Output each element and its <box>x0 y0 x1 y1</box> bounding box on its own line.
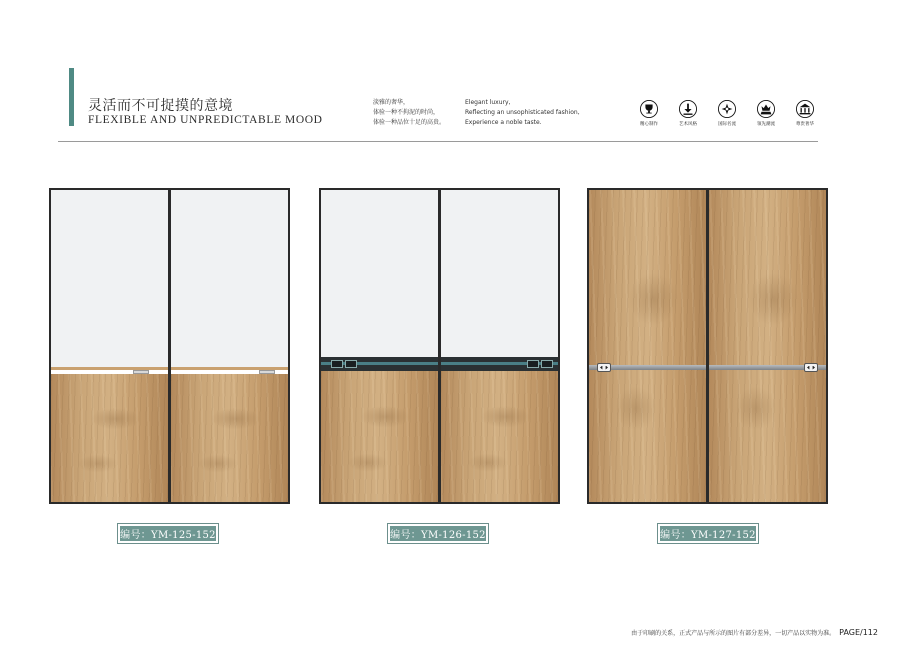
product-code-text: 编号：YM-127-152 <box>660 526 756 541</box>
title-accent-bar <box>69 68 74 126</box>
light-strip <box>51 367 168 374</box>
sliding-door-right <box>709 190 826 502</box>
rail-clip <box>541 360 553 368</box>
description-en-line: Elegant luxury, <box>465 99 511 106</box>
wood-panel <box>51 374 168 502</box>
description-cn-line: 淡雅的奢华， <box>373 99 410 106</box>
feature-label: 艺术风格 <box>679 122 697 127</box>
wood-panel <box>321 371 438 502</box>
bar-end-cap <box>597 363 611 372</box>
wood-panel <box>589 190 706 502</box>
description-en-line: Reflecting an unsophisticated fashion, <box>465 109 580 116</box>
rail-clip <box>345 360 357 368</box>
feature-item <box>637 100 661 127</box>
feature-item <box>676 100 700 127</box>
product-code-label <box>387 523 489 544</box>
wood-panel <box>441 371 558 502</box>
product-code-text: 编号：YM-126-152 <box>390 526 486 541</box>
footer-note: 由于印刷的关系，正式产品与所示的图片有部分差异，一切产品以实物为准。 <box>631 630 836 637</box>
footer <box>631 628 878 637</box>
feature-label: 国际名流 <box>718 122 736 127</box>
palace-icon <box>796 100 814 118</box>
description-cn <box>373 98 445 128</box>
feature-label: 精心制作 <box>640 122 658 127</box>
trophy-icon <box>640 100 658 118</box>
white-glass-panel <box>321 190 438 357</box>
wood-panel <box>171 374 288 502</box>
wardrobe-ym-126 <box>319 188 560 504</box>
product-code-label <box>657 523 759 544</box>
page-title-cn: 灵活而不可捉摸的意境 <box>88 98 233 114</box>
feature-label: 领先潮流 <box>757 122 775 127</box>
description-cn-line: 体验一种不拘泥的时尚， <box>373 109 440 116</box>
rail-clip <box>331 360 343 368</box>
header-divider <box>58 141 818 142</box>
wardrobe-ym-127 <box>587 188 828 504</box>
feature-item <box>754 100 778 127</box>
white-glass-panel <box>441 190 558 357</box>
feature-label: 尊贵奢华 <box>796 122 814 127</box>
description-en <box>465 98 580 128</box>
feature-item <box>715 100 739 127</box>
bar-end-cap <box>804 363 818 372</box>
white-glass-panel <box>171 190 288 367</box>
sliding-door-left <box>321 190 438 502</box>
white-glass-panel <box>51 190 168 367</box>
description-en-line: Experience a noble taste. <box>465 119 542 126</box>
sliding-door-left <box>589 190 706 502</box>
rail-clip <box>527 360 539 368</box>
sliding-door-right <box>441 190 558 502</box>
sliding-door-left <box>51 190 168 502</box>
flower-icon <box>718 100 736 118</box>
wood-panel <box>709 190 826 502</box>
product-code-label <box>117 523 219 544</box>
wardrobe-ym-125 <box>49 188 290 504</box>
product-code-text: 编号：YM-125-152 <box>120 526 216 541</box>
feature-item <box>793 100 817 127</box>
sliding-door-right <box>171 190 288 502</box>
download-arrow-icon <box>679 100 697 118</box>
page-title-en: FLEXIBLE AND UNPREDICTABLE MOOD <box>88 114 323 126</box>
crown-figure-icon <box>757 100 775 118</box>
description-cn-line: 体验一种品位十足的高贵。 <box>373 119 446 126</box>
page-number: PAGE/112 <box>839 628 878 637</box>
feature-icons <box>637 100 817 127</box>
